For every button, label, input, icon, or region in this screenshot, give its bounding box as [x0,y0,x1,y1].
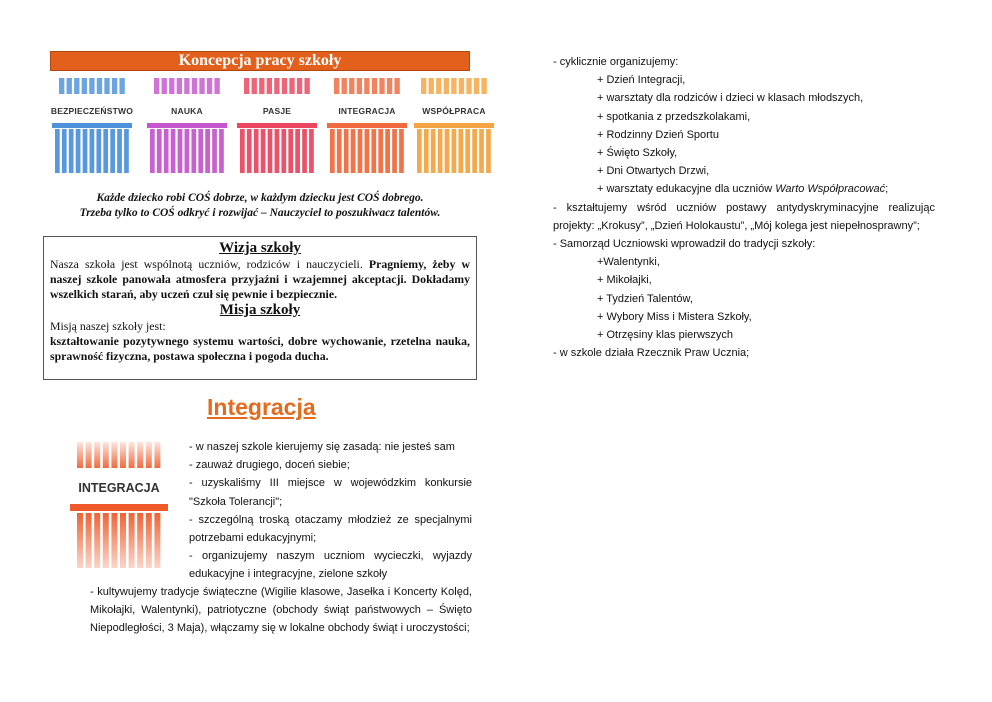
pillar-column-icon [327,123,407,173]
vision-text [50,257,470,302]
ombudsman-text: - w szkole działa Rzecznik Praw Ucznia; [553,347,750,360]
mission-title: Misja szkoły [219,302,301,318]
pillar-column-icon [52,123,132,173]
integracja-heading: Integracja [207,394,316,420]
workshop-prefix: + warsztaty edukacyjne dla uczniów [597,183,776,196]
motto-line-2: Trzeba tylko to COŚ odkryć i rozwijać – Nauczyciel to poszukiwacz talentów. [79,207,441,219]
council-item: + Otrzęsiny klas pierwszych [597,329,734,342]
pillar-capital-icon [153,78,221,94]
pillar-capital-icon [58,78,126,94]
event-item: + spotkania z przedszkolakami, [597,110,751,123]
vision-text-plain: Nasza szkoła jest wspólnotą uczniów, rodziców i nauczycieli. [50,257,363,271]
integracja-item: - zauważ drugiego, doceń siebie; [189,459,350,472]
concept-banner [50,51,470,71]
pillar-nauka [147,78,227,173]
right-column [553,53,935,362]
event-item: + Rodzinny Dzień Sportu [597,128,719,141]
pillar-integracja [327,78,407,173]
mission-intro: Misją naszej szkoły jest: [50,319,166,333]
pillar-label: INTEGRACJA [338,106,396,116]
pillar-label: WSPÓŁPRACA [422,106,486,116]
workshop-suffix: ; [885,183,889,196]
pillar-capital-icon [243,78,311,94]
events-intro: - cyklicznie organizujemy: [553,56,679,68]
motto-line-1: Każde dziecko robi COŚ dobrze, w każdym dziecku jest COŚ dobrego. [96,192,424,204]
council-item: + Wybory Miss i Mistera Szkoły, [597,310,752,323]
pillar-column-icon [237,123,317,173]
pillar-capital-icon [333,78,401,94]
integracja-pillar-icon [70,440,168,568]
integracja-item: - szczególną troską otaczamy młodzież ze specjalnymi potrzebami edukacyjnymi; [189,513,472,545]
event-item: + Dni Otwartych Drzwi, [597,165,710,178]
concept-title: Koncepcja pracy szkoły [178,52,342,69]
integracja-item: - w naszej szkole kierujemy się zasadą: nie jesteś sam [189,441,455,453]
projects-text: - kształtujemy wśród uczniów postawy antydyskryminacyjne realizując projekty: „Krokusy”, „Dzień Holokaustu”, „Mój kolega jest niepełnosprawny”; [553,201,935,232]
pillar-bezpieczeństwo [52,78,132,173]
integracja-item: - organizujemy naszym uczniom wycieczki, wyjazdy edukacyjne i integracyjne, zielone szkoły [189,550,472,581]
pillar-label: BEZPIECZEŃSTWO [50,106,134,116]
pillar-współpraca [414,78,494,173]
event-item: + warsztaty dla rodziców i dzieci w klasach młodszych, [597,92,864,105]
pillar-label: NAUKA [171,106,203,116]
council-item: + Mikołajki, [597,274,652,287]
council-item: +Walentynki, [597,256,660,269]
pillar-pasje [237,78,317,173]
pillar-label: PASJE [262,106,292,116]
vision-title: Wizja szkoły [219,240,301,256]
mission-text: kształtowanie pozytywnego systemu wartości, dobre wychowanie, rzetelna nauka, sprawność fizyczna, postawa społeczna i pogoda ducha. [50,334,470,363]
integracja-item-traditions: - kultywujemy tradycje świąteczne (Wigilie klasowe, Jasełka i Koncerty Kolęd, Mikołajki, Walentynki), patriotyczne (obchody świąt państwowych – Święto Niepodległości, 3 Maja), włączamy się w lokalne obchody świąt i uroczystości; [90,586,472,635]
vision-mission-box [43,236,477,380]
pillar-column-icon [414,123,494,173]
council-item: + Tydzień Talentów, [597,292,693,305]
event-item: + Dzień Integracji, [597,74,686,87]
council-intro: - Samorząd Uczniowski wprowadził do tradycji szkoły: [553,238,816,251]
integracja-list [189,438,472,584]
vision-text-bold: Pragniemy, żeby w naszej szkole panowała atmosfera przyjaźni i wzajemnej akceptacji. Dokładamy wszelkich starań, aby uczeń czuł się pewnie i bezpiecznie. [50,257,471,301]
pillar-column-icon [147,123,227,173]
integracja-icon-label: INTEGRACJA [78,481,160,495]
event-item-workshop [553,180,935,198]
workshop-title: Warto Współpracować [775,183,886,196]
integracja-item: - uzyskaliśmy III miejsce w wojewódzkim konkursie "Szkoła Tolerancji"; [189,477,472,508]
pillar-capital-icon [420,78,488,94]
event-item: + Święto Szkoły, [597,147,678,160]
